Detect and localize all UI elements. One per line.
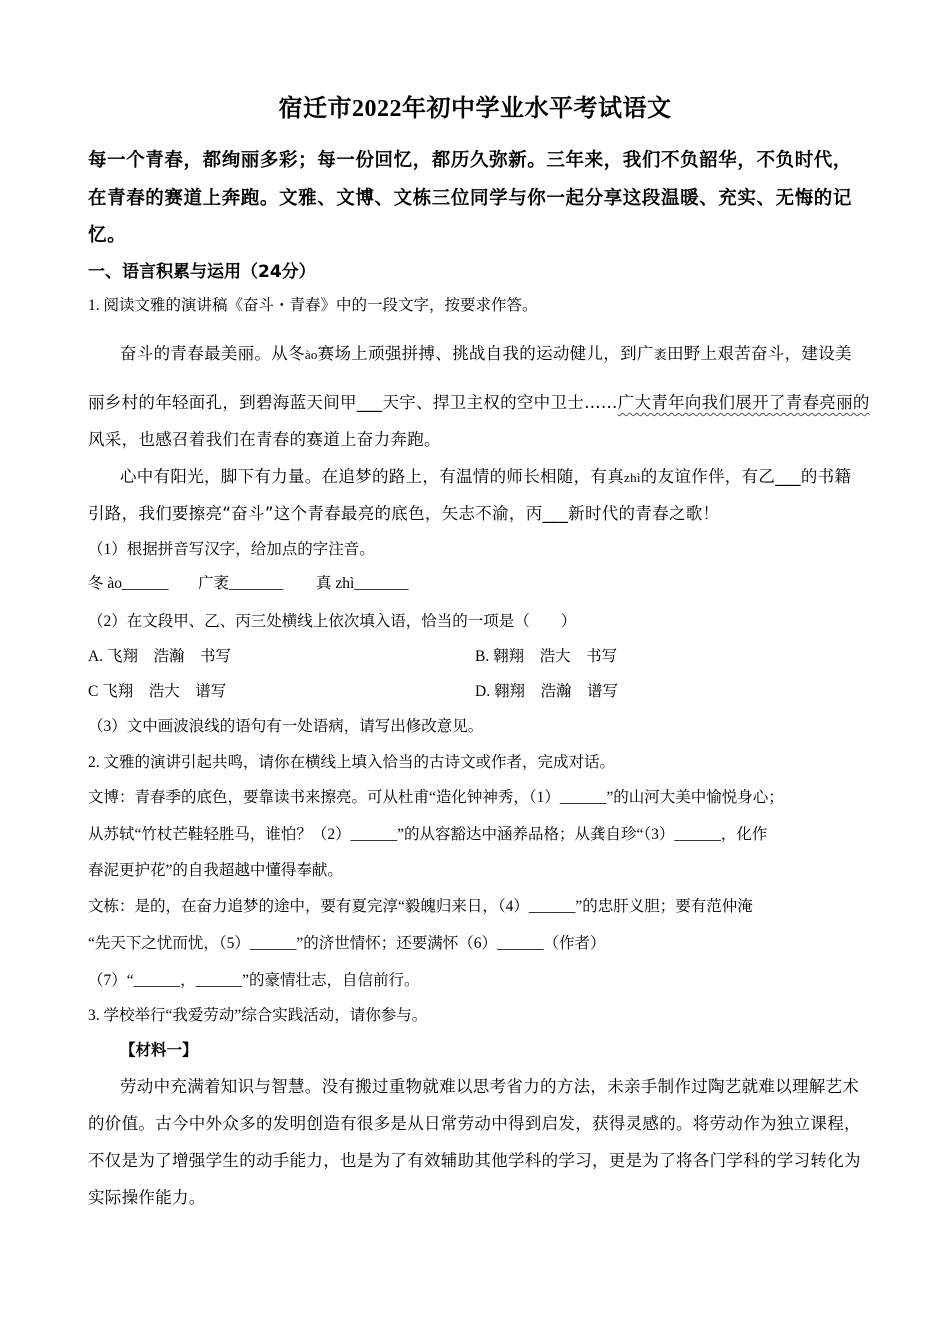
material-line-4: 实际操作能力。 (88, 1188, 206, 1207)
question-3-stem: 3. 学校举行“我爱劳动”综合实践活动，请你参与。 (88, 1007, 428, 1024)
passage-text: 奋斗的青春最美丽。从冬 (120, 344, 305, 363)
pinyin-zhi: zhì (624, 470, 641, 485)
wavy-underlined-sentence: 广大青年向我们展开了青春亮丽的 (617, 393, 870, 412)
intro-line-1: 每一个青春，都绚丽多彩；每一份回忆，都历久弥新。三年来，我们不负韶华，不负时代， (88, 150, 853, 171)
blank-yi: ___ (775, 467, 801, 486)
option-c[interactable]: C 飞翔 浩大 谱写 (88, 683, 227, 700)
passage-p1-line-2 (88, 389, 870, 413)
passage-text: 丽乡村的年轻面孔，到碧海蓝天间甲 (88, 393, 357, 412)
subquestion-1: （1）根据拼音写汉字，给加点的字注音。 (88, 541, 375, 558)
question-1-stem: 1. 阅读文雅的演讲稿《奋斗・青春》中的一段文字，按要求作答。 (88, 297, 538, 314)
passage-text: 心中有阳光，脚下有力量。在追梦的路上，有温情的师长相随，有真 (120, 467, 624, 486)
material-line-3: 不仅是为了增强学生的动手能力，也是为了有效辅助其他学科的学习，更是为了将各门学科的学习转化为 (88, 1151, 861, 1170)
fill-blank-ao[interactable]: 冬 ào______ (88, 575, 169, 592)
blank-jia: ___ (356, 393, 383, 412)
dialogue-line-4: 文栋：是的，在奋力追梦的途中，要有夏完淳“毅魄归来日，（4）______”的忠肝义胆；要有范仲淹 (88, 898, 753, 915)
passage-text: 田野上艰苦奋斗，建设美 (667, 344, 852, 363)
option-b[interactable]: B. 翱翔 浩大 书写 (475, 648, 618, 665)
section-heading: 一、语言积累与运用（24分） (88, 262, 316, 282)
question-2-stem: 2. 文雅的演讲引起共鸣，请你在横线上填入恰当的古诗文或作者，完成对话。 (88, 754, 616, 771)
marked-char-mao: 袤 (653, 348, 667, 363)
passage-text: 天宇、捍卫主权的空中卫士…… (382, 393, 618, 412)
fill-blank-zhi[interactable]: 真 zhì_______ (316, 575, 409, 592)
passage-text: 的友谊作伴，有乙 (640, 467, 776, 486)
material-line-1: 劳动中充满着知识与智慧。没有搬过重物就难以思考省力的方法，未亲手制作过陶艺就难以理解艺术 (120, 1077, 860, 1096)
option-a[interactable]: A. 飞翔 浩瀚 书写 (88, 648, 231, 665)
dialogue-line-6: （7）“______，______”的豪情壮志，自信前行。 (88, 972, 420, 989)
material-one-heading: 【材料一】 (120, 1042, 198, 1059)
dialogue-line-5: “先天下之忧而忧，（5）______”的济世情怀；还要满怀（6）______（作者） (88, 935, 606, 952)
pinyin-ao: ào (304, 347, 318, 362)
material-line-2: 的价值。古今中外众多的发明创造有很多是从日常劳动中得到启发，获得灵感的。将劳动作为独立课程， (88, 1114, 861, 1133)
passage-p2-line-1 (120, 463, 851, 487)
passage-text: 引路，我们要擦亮“奋斗”这个青春最亮的底色，矢志不渝，丙 (88, 504, 543, 523)
dialogue-line-2: 从苏轼“竹杖芒鞋轻胜马，谁怕？（2）______”的从容豁达中涵养品格；从龚自珍“（3）______，化作 (88, 826, 768, 843)
passage-text: 新时代的青春之歌！ (568, 504, 720, 523)
fill-blank-mao[interactable]: 广袤_______ (198, 575, 284, 592)
page-title: 宿迁市2022年初中学业水平考试语文 (278, 96, 672, 122)
subquestion-3: （3）文中画波浪线的语句有一处语病，请写出修改意见。 (88, 718, 484, 735)
dialogue-line-3: 春泥更护花”的自我超越中懂得奉献。 (88, 862, 343, 879)
passage-text: 的书籍 (800, 467, 852, 486)
dialogue-line-1: 文博：青春季的底色，要靠读书来擦亮。可从杜甫“造化钟神秀，（1）______”的山河大美中愉悦身心； (88, 789, 784, 806)
blank-bing: ___ (542, 504, 569, 523)
passage-text: 赛场上顽强拼搏、挑战自我的运动健儿，到广 (317, 344, 654, 363)
passage-p1-line-3: 风采，也感召着我们在青春的赛道上奋力奔跑。 (88, 430, 441, 449)
option-d[interactable]: D. 翱翔 浩瀚 谱写 (475, 683, 618, 700)
subquestion-2: （2）在文段甲、乙、丙三处横线上依次填入语，恰当的一项是（ ） (88, 613, 577, 630)
passage-p2-line-2 (88, 500, 719, 524)
intro-line-3: 忆。 (88, 225, 127, 246)
passage-p1-line-1 (120, 340, 852, 364)
intro-line-2: 在青春的赛道上奔跑。文雅、文博、文栋三位同学与你一起分享这段温暖、充实、无悔的记 (88, 188, 853, 209)
